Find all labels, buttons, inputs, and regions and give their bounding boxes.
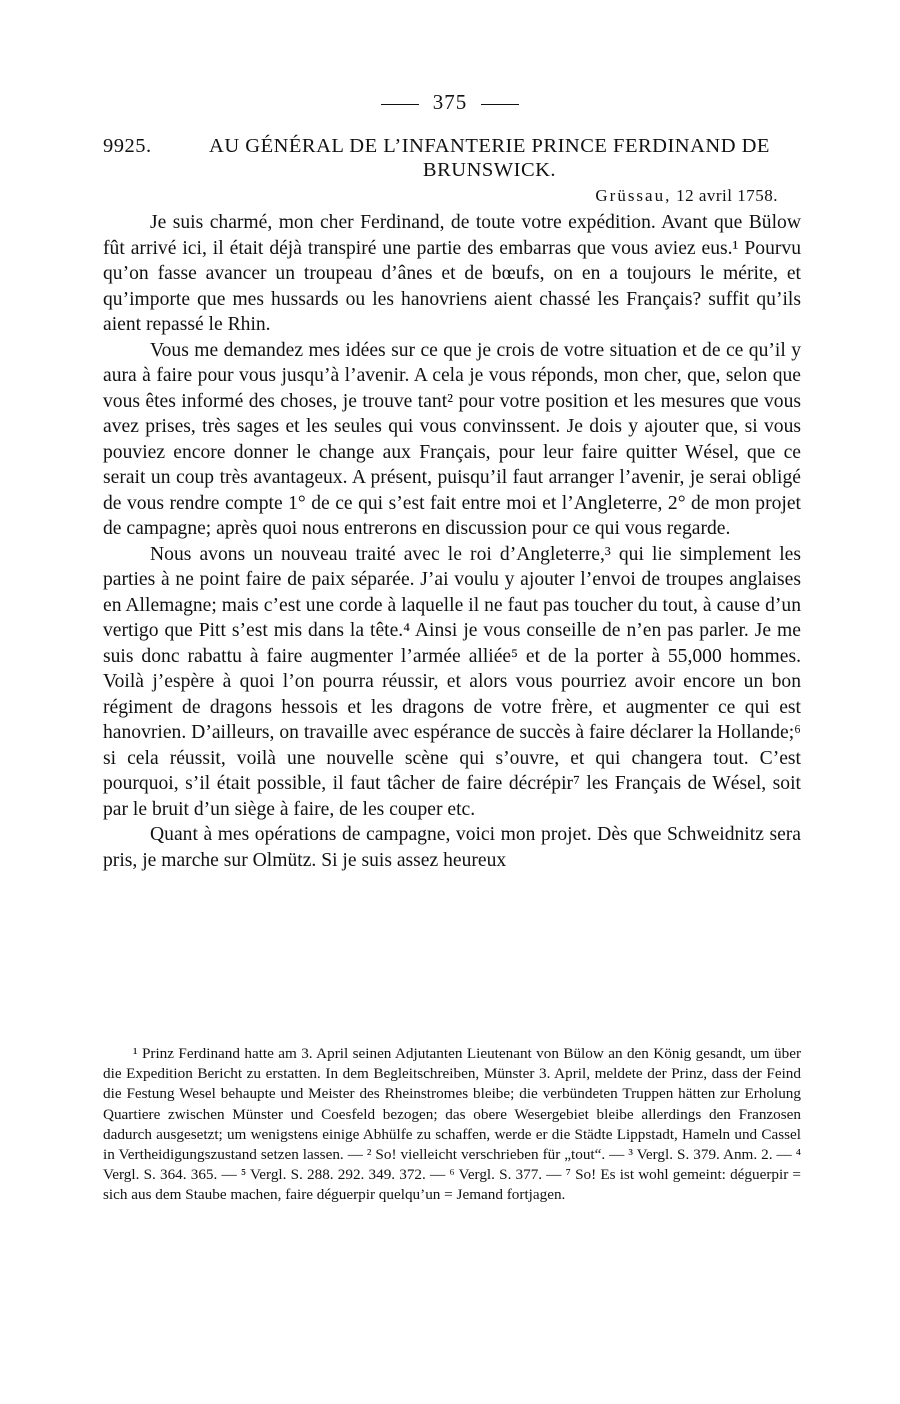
letter-body [103,210,801,873]
paragraph: Vous me demandez mes idées sur ce que je crois de votre situation et de ce qu’il y aura à faire pour vous jusqu’à l’avenir. A cela je vous réponds, mon cher, que, selon que vous êtes informé des choses, je trouve tant² pour votre position et les mesures que vous avez prises, très sages et les seules qui vous convinssent. Je dois y ajouter que, si vous pouviez encore donner le change aux Français, pour leur faire quitter Wésel, que ce serait un coup très avantageux. A présent, puisqu’il faut arranger l’avenir, je serai obligé de vous rendre compte 1° de ce qui s’est fait entre moi et l’Angleterre, 2° de mon projet de campagne; après quoi nous entrerons en discussion pour ce qui vous regarde. [103,339,801,539]
dateline-place: Grüssau, [595,186,672,205]
dateline [595,186,778,206]
dateline-date: 12 avril 1758. [676,186,778,205]
page-number-text: 375 [432,90,468,114]
letter-heading [103,134,803,182]
footnote-text: ¹ Prinz Ferdinand hatte am 3. April seinen Adjutanten Lieutenant von Bülow an den König gesandt, um über die Expedition Bericht zu erstatten. In dem Begleitschreiben, Münster 3. April, meldete der Prinz, dass der Feind die Festung Wesel behaupte und Meister des Rheinstromes bleibe; die verbündeten Truppen hätten zur Erholung Quartiere zwischen Münster und Coesfeld bezogen; das obere Wesergebiet bleibe allerdings den Franzosen dadurch ausgesetzt; um wenigstens einige Abhülfe zu schaffen, werde er die Städte Lippstadt, Hameln und Cassel in Vertheidigungszustand setzen lassen. — ² So! vielleicht verschrieben für „tout“. — ³ Vergl. S. 379. Anm. 2. — ⁴ Vergl. S. 364. 365. — ⁵ Vergl. S. 288. 292. 349. 372. — ⁶ Vergl. S. 377. — ⁷ So! Es ist wohl gemeint: déguerpir = sich aus dem Staube machen, faire déguerpir quelqu’un = Jemand fortjagen. [103,1045,801,1204]
page-number [0,90,900,115]
letter-number: 9925. [103,135,152,157]
paragraph: Nous avons un nouveau traité avec le roi d’Angleterre,³ qui lie simplement les parties à ne point faire de paix séparée. J’ai voulu y ajouter l’envoi de troupes anglaises en Allemagne; mais c’est une corde à laquelle il ne faut pas toucher du tout, à cause d’un vertigo que Pitt s’est mis dans la tête.⁴ Ainsi je vous conseille de n’en pas parler. Je me suis donc rabattu à faire augmenter l’armée alliée⁵ et de la porter à 55,000 hommes. Voilà j’espère à quoi l’on pourra réussir, et alors vous pourriez avoir encore un bon régiment de dragons hessois et les dragons de votre frère, et augmenter ce qui est hanovrien. D’ailleurs, on travaille avec espérance de succès à faire déclarer la Hollande;⁶ si cela réussit, voilà une nouvelle scène qui s’ouvre, et qui changera tout. C’est pourquoi, s’il était possible, il faut tâcher de faire décrépir⁷ les Français de Wésel, soit par le bruit d’un siège à faire, de les couper etc. [103,543,801,820]
rule-right [481,104,519,105]
footnotes [103,1044,801,1206]
letter-title: AU GÉNÉRAL DE L’INFANTERIE PRINCE FERDINAND DE BRUNSWICK. [209,135,770,181]
paragraph: Quant à mes opérations de campagne, voici mon projet. Dès que Schweidnitz sera pris, je marche sur Olmütz. Si je suis assez heureux [103,824,801,871]
paragraph: Je suis charmé, mon cher Ferdinand, de toute votre expédition. Avant que Bülow fût arrivé ici, il était déjà transpiré une partie des embarras que vous aviez eus.¹ Pourvu qu’on fasse avancer un troupeau d’ânes et de bœufs, on en a toujours le mérite, et qu’importe que mes hussards ou les hanovriens aient chassé les Français? suffit qu’ils aient repassé le Rhin. [103,212,801,335]
rule-left [381,104,419,105]
